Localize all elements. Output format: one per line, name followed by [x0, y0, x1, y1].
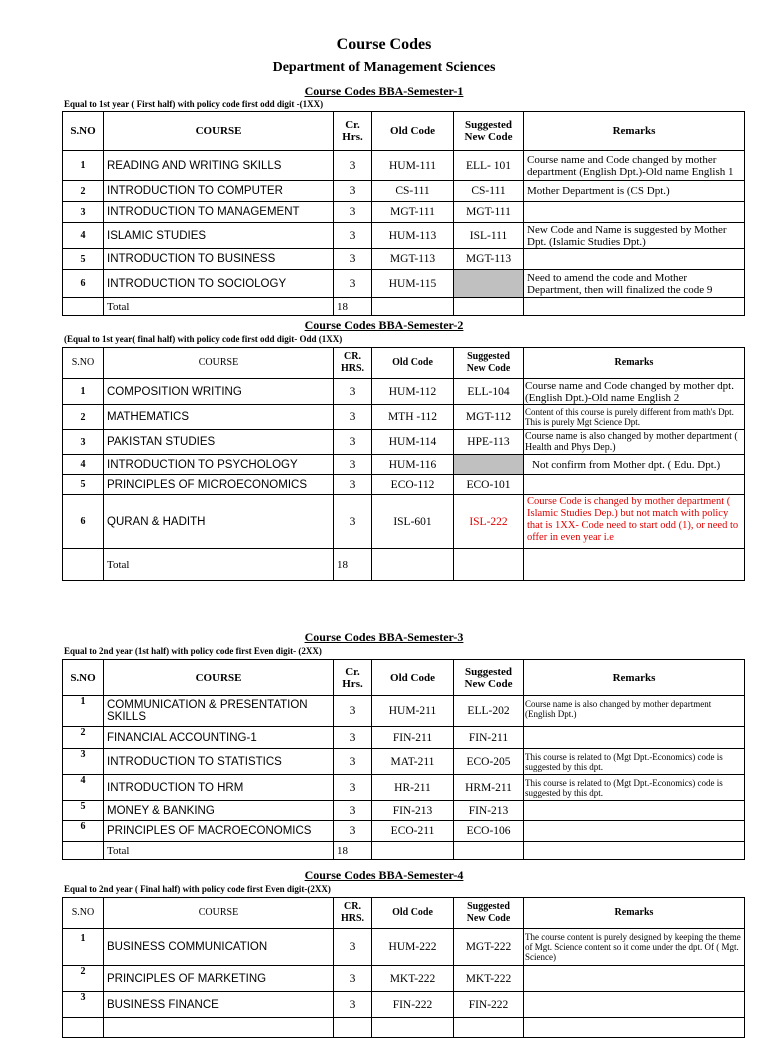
cell-empty	[454, 842, 524, 860]
cell-sno: 1	[63, 929, 104, 966]
cell-course: INTRODUCTION TO STATISTICS	[104, 749, 334, 775]
table-row	[63, 430, 745, 455]
header-new-code: Suggested New Code	[454, 660, 524, 696]
page-title: Course Codes	[336, 36, 432, 53]
table-row	[63, 966, 745, 992]
cell-course: BUSINESS COMMUNICATION	[104, 929, 334, 966]
cell-cr-hrs: 3	[334, 966, 372, 992]
table-row	[63, 495, 745, 549]
cell-cr-hrs: 3	[334, 992, 372, 1018]
cell-cr-hrs: 3	[334, 749, 372, 775]
cell-cr-hrs: 3	[334, 249, 372, 270]
cell-course: INTRODUCTION TO HRM	[104, 775, 334, 801]
cell-new-code	[454, 270, 524, 298]
cell-sno: 6	[63, 821, 104, 842]
cell-empty	[454, 298, 524, 316]
cell-cr-hrs: 3	[334, 455, 372, 475]
cell-remarks: Course name is also changed by mother department ( Health and Phys Dep.)	[524, 430, 745, 455]
cell-empty	[63, 842, 104, 860]
cell-remarks	[524, 1018, 745, 1038]
table-row	[63, 270, 745, 298]
cell-new-code: MKT-222	[454, 966, 524, 992]
header-remarks: Remarks	[524, 112, 745, 151]
cell-new-code: FIN-213	[454, 801, 524, 821]
cell-remarks	[524, 475, 745, 495]
cell-new-code: HPE-113	[454, 430, 524, 455]
header-new-code: Suggested New Code	[454, 112, 524, 151]
cell-old-code: HUM-112	[372, 379, 454, 405]
total-label: Total	[104, 549, 334, 581]
cell-sno: 1	[63, 379, 104, 405]
cell-old-code: CS-111	[372, 181, 454, 202]
header-course: COURSE	[104, 898, 334, 929]
cell-remarks	[524, 202, 745, 223]
header-sno: S.NO	[63, 348, 104, 379]
total-label: Total	[104, 842, 334, 860]
cell-cr-hrs: 3	[334, 801, 372, 821]
cell-course: MATHEMATICS	[104, 405, 334, 430]
cell-sno: 2	[63, 966, 104, 992]
cell-sno: 6	[63, 495, 104, 549]
cell-course: INTRODUCTION TO BUSINESS	[104, 249, 334, 270]
header-old-code: Old Code	[372, 348, 454, 379]
semester-2-heading: Course Codes BBA-Semester-2	[304, 318, 464, 332]
cell-course: QURAN & HADITH	[104, 495, 334, 549]
total-value: 18	[334, 842, 372, 860]
cell-cr-hrs: 3	[334, 405, 372, 430]
table-row	[63, 929, 745, 966]
cell-old-code: HUM-113	[372, 223, 454, 249]
cell-course: PRINCIPLES OF MARKETING	[104, 966, 334, 992]
cell-new-code	[454, 455, 524, 475]
table-row	[63, 455, 745, 475]
total-value: 18	[334, 549, 372, 581]
cell-new-code: FIN-211	[454, 727, 524, 749]
cell-new-code: ELL- 101	[454, 151, 524, 181]
header-remarks: Remarks	[524, 660, 745, 696]
cell-sno: 4	[63, 775, 104, 801]
cell-new-code: ECO-205	[454, 749, 524, 775]
cell-empty	[372, 842, 454, 860]
header-old-code: Old Code	[372, 660, 454, 696]
cell-empty	[524, 298, 745, 316]
cell-remarks: Content of this course is purely different from math's Dpt. This is purely Mgt Science Dpt.	[524, 405, 745, 430]
table-row	[63, 379, 745, 405]
cell-sno: 4	[63, 455, 104, 475]
semester-3-table	[62, 659, 745, 860]
cell-cr-hrs: 3	[334, 696, 372, 727]
table-row	[63, 749, 745, 775]
cell-new-code: MGT-113	[454, 249, 524, 270]
cell-sno: 1	[63, 151, 104, 181]
cell-old-code	[372, 1018, 454, 1038]
cell-course	[104, 1018, 334, 1038]
table-header-row	[63, 112, 745, 151]
cell-course: ISLAMIC STUDIES	[104, 223, 334, 249]
cell-remarks	[524, 992, 745, 1018]
table-row	[63, 405, 745, 430]
cell-old-code: HUM-115	[372, 270, 454, 298]
cell-sno: 2	[63, 181, 104, 202]
cell-old-code: ISL-601	[372, 495, 454, 549]
header-new-code: Suggested New Code	[454, 898, 524, 929]
cell-empty	[454, 549, 524, 581]
cell-cr-hrs: 3	[334, 821, 372, 842]
header-cr-hrs: CR. HRS.	[334, 898, 372, 929]
cell-remarks: This course is related to (Mgt Dpt.-Economics) code is suggested by this dpt.	[524, 775, 745, 801]
table-row	[63, 992, 745, 1018]
table-row	[63, 151, 745, 181]
header-sno: S.NO	[63, 898, 104, 929]
cell-remarks	[524, 727, 745, 749]
cell-sno: 5	[63, 249, 104, 270]
cell-remarks: Course name and Code changed by mother dpt. (English Dpt.)-Old name English 2	[524, 379, 745, 405]
cell-empty	[524, 842, 745, 860]
cell-remarks: Mother Department is (CS Dpt.)	[524, 181, 745, 202]
cell-cr-hrs: 3	[334, 379, 372, 405]
header-course: COURSE	[104, 348, 334, 379]
cell-old-code: HUM-114	[372, 430, 454, 455]
total-row	[63, 549, 745, 581]
cell-cr-hrs: 3	[334, 181, 372, 202]
cell-empty	[524, 549, 745, 581]
cell-sno: 4	[63, 223, 104, 249]
cell-remarks	[524, 801, 745, 821]
cell-old-code: MAT-211	[372, 749, 454, 775]
cell-old-code: ECO-112	[372, 475, 454, 495]
cell-course: COMPOSITION WRITING	[104, 379, 334, 405]
department-title: Department of Management Sciences	[272, 60, 496, 75]
cell-new-code: MGT-112	[454, 405, 524, 430]
table-header-row	[63, 898, 745, 929]
cell-new-code: MGT-111	[454, 202, 524, 223]
cell-remarks: New Code and Name is suggested by Mother Dpt. (Islamic Studies Dpt.)	[524, 223, 745, 249]
cell-old-code: MGT-111	[372, 202, 454, 223]
table-row-partial	[63, 1018, 745, 1038]
cell-empty	[372, 549, 454, 581]
cell-remarks	[524, 249, 745, 270]
header-remarks: Remarks	[524, 348, 745, 379]
cell-sno	[63, 1018, 104, 1038]
table-row	[63, 202, 745, 223]
header-old-code: Old Code	[372, 112, 454, 151]
cell-old-code: HUM-211	[372, 696, 454, 727]
cell-course: INTRODUCTION TO PSYCHOLOGY	[104, 455, 334, 475]
cell-new-code: MGT-222	[454, 929, 524, 966]
table-row	[63, 475, 745, 495]
cell-course: INTRODUCTION TO COMPUTER	[104, 181, 334, 202]
cell-remarks	[524, 821, 745, 842]
cell-course: COMMUNICATION & PRESENTATION SKILLS	[104, 696, 334, 727]
cell-cr-hrs: 3	[334, 151, 372, 181]
cell-empty	[63, 549, 104, 581]
cell-remarks: Course name is also changed by mother department (English Dpt.)	[524, 696, 745, 727]
cell-remarks: Course Code is changed by mother department ( Islamic Studies Dep.) but not match with policy that is 1XX- Code need to start odd (1), or need to offer in even year i.e	[524, 495, 745, 549]
cell-old-code: HUM-111	[372, 151, 454, 181]
header-old-code: Old Code	[372, 898, 454, 929]
table-row	[63, 775, 745, 801]
cell-course: READING AND WRITING SKILLS	[104, 151, 334, 181]
cell-new-code: ECO-101	[454, 475, 524, 495]
cell-remarks: This course is related to (Mgt Dpt.-Economics) code is suggested by this dpt.	[524, 749, 745, 775]
header-course: COURSE	[104, 112, 334, 151]
cell-new-code: ECO-106	[454, 821, 524, 842]
cell-old-code: MGT-113	[372, 249, 454, 270]
header-sno: S.NO	[63, 660, 104, 696]
cell-old-code: FIN-222	[372, 992, 454, 1018]
cell-new-code: ELL-104	[454, 379, 524, 405]
semester-3-heading: Course Codes BBA-Semester-3	[304, 630, 464, 644]
table-row	[63, 249, 745, 270]
cell-new-code: ELL-202	[454, 696, 524, 727]
cell-course: PRINCIPLES OF MACROECONOMICS	[104, 821, 334, 842]
header-course: COURSE	[104, 660, 334, 696]
semester-4-subheading: Equal to 2nd year ( Final half) with policy code first Even digit-(2XX)	[64, 884, 331, 894]
cell-sno: 5	[63, 475, 104, 495]
total-value: 18	[334, 298, 372, 316]
cell-new-code: FIN-222	[454, 992, 524, 1018]
cell-cr-hrs	[334, 1018, 372, 1038]
header-new-code: Suggested New Code	[454, 348, 524, 379]
cell-course: PAKISTAN STUDIES	[104, 430, 334, 455]
cell-cr-hrs: 3	[334, 727, 372, 749]
header-cr-hrs: Cr. Hrs.	[334, 112, 372, 151]
header-cr-hrs: Cr. Hrs.	[334, 660, 372, 696]
cell-sno: 6	[63, 270, 104, 298]
total-label: Total	[104, 298, 334, 316]
cell-course: MONEY & BANKING	[104, 801, 334, 821]
cell-remarks: The course content is purely designed by keeping the theme of Mgt. Science content so it come under the dpt. Of ( Mgt. Science)	[524, 929, 745, 966]
cell-old-code: HUM-116	[372, 455, 454, 475]
total-row	[63, 298, 745, 316]
semester-2-table	[62, 347, 745, 581]
table-row	[63, 223, 745, 249]
cell-sno: 3	[63, 749, 104, 775]
semester-2-subheading: (Equal to 1st year( final half) with policy code first odd digit- Odd (1XX)	[64, 334, 343, 344]
cell-cr-hrs: 3	[334, 495, 372, 549]
cell-course: BUSINESS FINANCE	[104, 992, 334, 1018]
cell-cr-hrs: 3	[334, 475, 372, 495]
table-header-row	[63, 348, 745, 379]
semester-1-heading: Course Codes BBA-Semester-1	[304, 84, 464, 98]
cell-sno: 5	[63, 801, 104, 821]
cell-old-code: HUM-222	[372, 929, 454, 966]
header-cr-hrs: CR. HRS.	[334, 348, 372, 379]
cell-new-code: ISL-222	[454, 495, 524, 549]
cell-old-code: ECO-211	[372, 821, 454, 842]
header-sno: S.NO	[63, 112, 104, 151]
cell-remarks: Course name and Code changed by mother department (English Dpt.)-Old name English 1	[524, 151, 745, 181]
semester-4-table	[62, 897, 745, 1038]
cell-sno: 2	[63, 727, 104, 749]
header-remarks: Remarks	[524, 898, 745, 929]
cell-new-code: CS-111	[454, 181, 524, 202]
cell-new-code: ISL-111	[454, 223, 524, 249]
cell-remarks: Need to amend the code and Mother Department, then will finalized the code 9	[524, 270, 745, 298]
table-row	[63, 181, 745, 202]
cell-course: FINANCIAL ACCOUNTING-1	[104, 727, 334, 749]
cell-sno: 2	[63, 405, 104, 430]
semester-4-heading: Course Codes BBA-Semester-4	[304, 868, 464, 882]
cell-sno: 1	[63, 696, 104, 727]
cell-empty	[372, 298, 454, 316]
table-row	[63, 801, 745, 821]
cell-cr-hrs: 3	[334, 270, 372, 298]
semester-1-table	[62, 111, 745, 316]
cell-course: INTRODUCTION TO SOCIOLOGY	[104, 270, 334, 298]
cell-cr-hrs: 3	[334, 430, 372, 455]
cell-empty	[63, 298, 104, 316]
cell-remarks: Not confirm from Mother dpt. ( Edu. Dpt.)	[524, 455, 745, 475]
cell-cr-hrs: 3	[334, 223, 372, 249]
table-row	[63, 727, 745, 749]
cell-sno: 3	[63, 430, 104, 455]
cell-old-code: FIN-211	[372, 727, 454, 749]
table-row	[63, 696, 745, 727]
cell-old-code: MTH -112	[372, 405, 454, 430]
table-row	[63, 821, 745, 842]
cell-cr-hrs: 3	[334, 929, 372, 966]
cell-remarks	[524, 966, 745, 992]
cell-old-code: MKT-222	[372, 966, 454, 992]
cell-old-code: FIN-213	[372, 801, 454, 821]
total-row	[63, 842, 745, 860]
cell-sno: 3	[63, 992, 104, 1018]
table-header-row	[63, 660, 745, 696]
semester-1-subheading: Equal to 1st year ( First half) with policy code first odd digit -(1XX)	[64, 99, 324, 109]
cell-course: INTRODUCTION TO MANAGEMENT	[104, 202, 334, 223]
cell-sno: 3	[63, 202, 104, 223]
cell-cr-hrs: 3	[334, 202, 372, 223]
semester-3-subheading: Equal to 2nd year (1st half) with policy code first Even digit- (2XX)	[64, 646, 322, 656]
cell-new-code	[454, 1018, 524, 1038]
cell-old-code: HR-211	[372, 775, 454, 801]
cell-new-code: HRM-211	[454, 775, 524, 801]
cell-cr-hrs: 3	[334, 775, 372, 801]
cell-course: PRINCIPLES OF MICROECONOMICS	[104, 475, 334, 495]
